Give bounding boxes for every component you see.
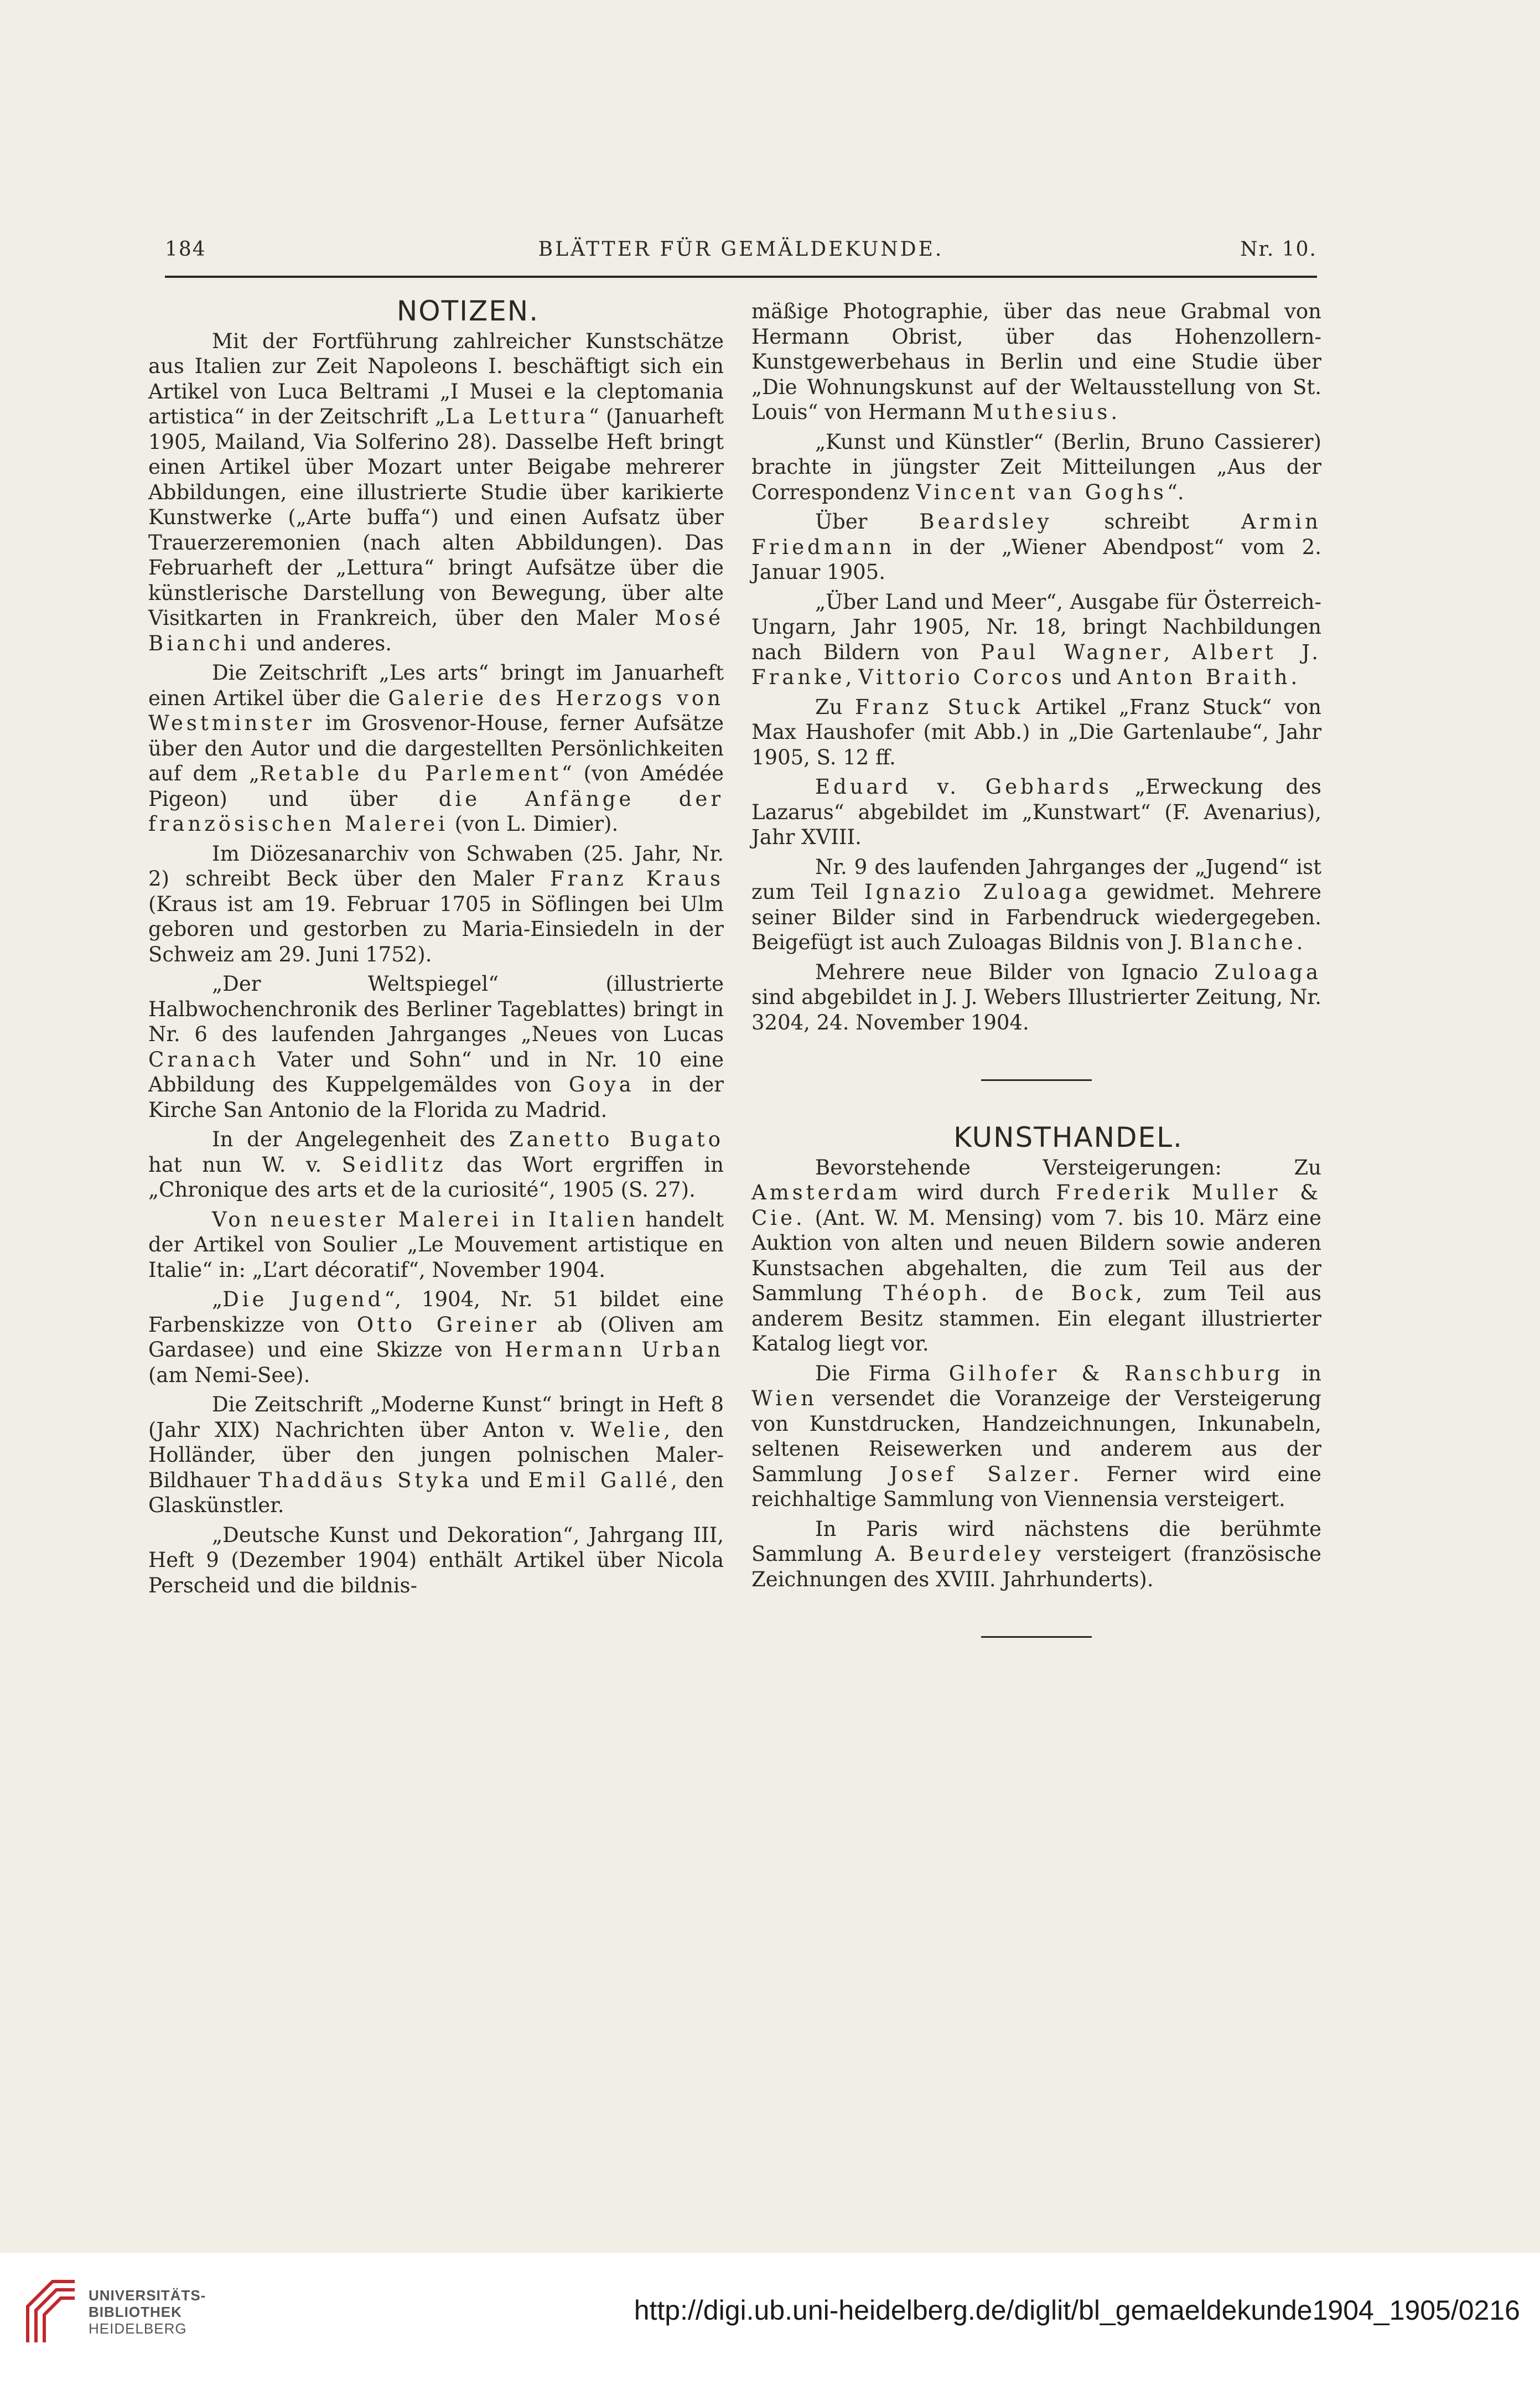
left-column bbox=[148, 295, 724, 1598]
page-number: 184 bbox=[165, 238, 206, 261]
paragraph: Zu Franz Stuck Artikel „Franz Stuck“ von Max Haushofer (mit Abb.) in „Die Gartenlaube“, Jahr 1905, S. 12 ff. bbox=[751, 695, 1321, 769]
running-head bbox=[165, 238, 1317, 271]
issue-number: Nr. 10. bbox=[1240, 238, 1317, 261]
library-name: UNIVERSITÄTS- BIBLIOTHEK HEIDELBERG bbox=[89, 2287, 206, 2337]
paragraph: mäßige Photographie, über das neue Grabmal von Hermann Obrist, über das Hohenzollern-Kunstgewerbehaus in Berlin und eine Studie über „Die Wohnungskunst auf der Weltausstellung von St. Louis“ von Hermann Muthesius. bbox=[751, 299, 1321, 424]
paragraph: Die Firma Gilhofer & Ranschburg in Wien versendet die Voranzeige der Versteigerung von Kunstdrucken, Handzeichnungen, Inkunabeln, seltenen Reisewerken und anderem aus der Sammlung Josef Salzer. Ferner wird eine reichhaltige Sammlung von Viennensia versteigert. bbox=[751, 1361, 1321, 1511]
right-column bbox=[751, 299, 1321, 1638]
section-divider bbox=[981, 1636, 1092, 1638]
journal-title: BLÄTTER FÜR GEMÄLDEKUNDE. bbox=[538, 238, 944, 261]
section-title-kunsthandel: KUNSTHANDEL. bbox=[953, 1121, 1183, 1153]
paragraph: Im Diözesanarchiv von Schwaben (25. Jahr, Nr. 2) schreibt Beck über den Maler Franz Kraus (Kraus ist am 19. Februar 1705 in Söflingen bei Ulm geboren und gestorben zu Maria-Einsiedeln in der Schweiz am 29. Juni 1752). bbox=[148, 841, 724, 966]
paragraph: „Kunst und Künstler“ (Berlin, Bruno Cassierer) brachte in jüngster Zeit Mitteilungen „Aus der Correspondenz Vincent van Goghs“. bbox=[751, 430, 1321, 504]
paragraph: Die Zeitschrift „Moderne Kunst“ bringt in Heft 8 (Jahr XIX) Nachrichten über Anton v. Welie, den Holländer, über den jungen polnischen Maler-Bildhauer Thaddäus Styka und Emil Gallé, den Glaskünstler. bbox=[148, 1393, 724, 1517]
paragraph: Nr. 9 des laufenden Jahrganges der „Jugend“ ist zum Teil Ignazio Zuloaga gewidmet. Mehrere seiner Bilder sind in Farbendruck wiedergegeben. Beigefügt ist auch Zuloagas Bildnis von J. Blanche. bbox=[751, 855, 1321, 954]
spacer bbox=[751, 1592, 1321, 1636]
library-footer bbox=[0, 2253, 1540, 2385]
paragraph: Mit der Fortführung zahlreicher Kunstschätze aus Italien zur Zeit Napoleons I. beschäftigt sich ein Artikel von Luca Beltrami „I Musei e la cleptomania artistica“ in der Zeitschrift „La Lettura“ (Januarheft 1905, Mailand, Via Solferino 28). Dasselbe Heft bringt einen Artikel über Mozart unter Beigabe mehrerer Abbildungen, eine illustrierte Studie über karikierte Kunstwerke („Arte buffa“) und einen Aufsatz über Trauerzeremonien (nach alten Abbildungen). Das Februarheft der „Lettura“ bringt Aufsätze über die künstlerische Darstellung von Bewegung, über alte Visitkarten in Frankreich, über den Maler Mosé Bianchi und anderes. bbox=[148, 329, 724, 655]
paragraph: In Paris wird nächstens die berühmte Sammlung A. Beurdeley versteigert (französische Zeichnungen des XVIII. Jahrhunderts). bbox=[751, 1517, 1321, 1591]
paragraph: Eduard v. Gebhards „Erweckung des Lazarus“ abgebildet im „Kunstwart“ (F. Avenarius), Jahr XVIII. bbox=[751, 775, 1321, 849]
paragraph: „Über Land und Meer“, Ausgabe für Österreich-Ungarn, Jahr 1905, Nr. 18, bringt Nachbildungen nach Bildern von Paul Wagner, Albert J. Franke, Vittorio Corcos und Anton Braith. bbox=[751, 589, 1321, 689]
header-rule bbox=[165, 276, 1317, 278]
spacer bbox=[751, 1035, 1321, 1079]
paragraph: Bevorstehende Versteigerungen: Zu Amsterdam wird durch Frederik Muller & Cie. (Ant. W. M. Mensing) vom 7. bis 10. März eine Auktion von alten und neuen Bildern sowie anderen Kunstsachen abgehalten, die zum Teil aus der Sammlung Théoph. de Bock, zum Teil aus anderem Besitz stammen. Ein elegant illustrierter Katalog liegt vor. bbox=[751, 1155, 1322, 1356]
spacer bbox=[751, 1081, 1321, 1125]
paragraph: Die Zeitschrift „Les arts“ bringt im Januarheft einen Artikel über die Galerie des Herzogs von Westminster im Grosvenor-House, ferner Aufsätze über den Autor und die dargestellten Persönlichkeiten auf dem „Retable du Parlement“ (von Amédée Pigeon) und über die Anfänge der französischen Malerei (von L. Dimier). bbox=[148, 661, 724, 836]
library-logo-icon bbox=[22, 2276, 80, 2345]
paragraph: Von neuester Malerei in Italien handelt der Artikel von Soulier „Le Mouvement artistique en Italie“ in: „L’art décoratif“, November 1904. bbox=[148, 1207, 724, 1282]
paragraph: Über Beardsley schreibt Armin Friedmann in der „Wiener Abendpost“ vom 2. Januar 1905. bbox=[751, 510, 1321, 584]
paragraph: „Deutsche Kunst und Dekoration“, Jahrgang III, Heft 9 (Dezember 1904) enthält Artikel über Nicola Perscheid und die bildnis- bbox=[148, 1523, 724, 1597]
source-url-link[interactable]: http://digi.ub.uni-heidelberg.de/diglit/bl_gemaeldekunde1904_1905/0216 bbox=[634, 2295, 1520, 2326]
paragraph: „Die Jugend“, 1904, Nr. 51 bildet eine Farbenskizze von Otto Greiner ab (Oliven am Gardasee) und eine Skizze von Hermann Urban (am Nemi-See). bbox=[148, 1287, 724, 1387]
paragraph: In der Angelegenheit des Zanetto Bugato hat nun W. v. Seidlitz das Wort ergriffen in „Chronique des arts et de la curiosité“, 1905 (S. 27). bbox=[148, 1127, 724, 1202]
section-title-notizen: NOTIZEN. bbox=[396, 295, 540, 327]
paragraph: „Der Weltspiegel“ (illustrierte Halbwochenchronik des Berliner Tageblattes) bringt in Nr. 6 des laufenden Jahrganges „Neues von Lucas Cranach Vater und Sohn“ und in Nr. 10 eine Abbildung des Kuppelgemäldes von Goya in der Kirche San Antonio de la Florida zu Madrid. bbox=[148, 972, 724, 1122]
paragraph: Mehrere neue Bilder von Ignacio Zuloaga sind abgebildet in J. J. Webers Illustrierter Zeitung, Nr. 3204, 24. November 1904. bbox=[751, 960, 1321, 1034]
